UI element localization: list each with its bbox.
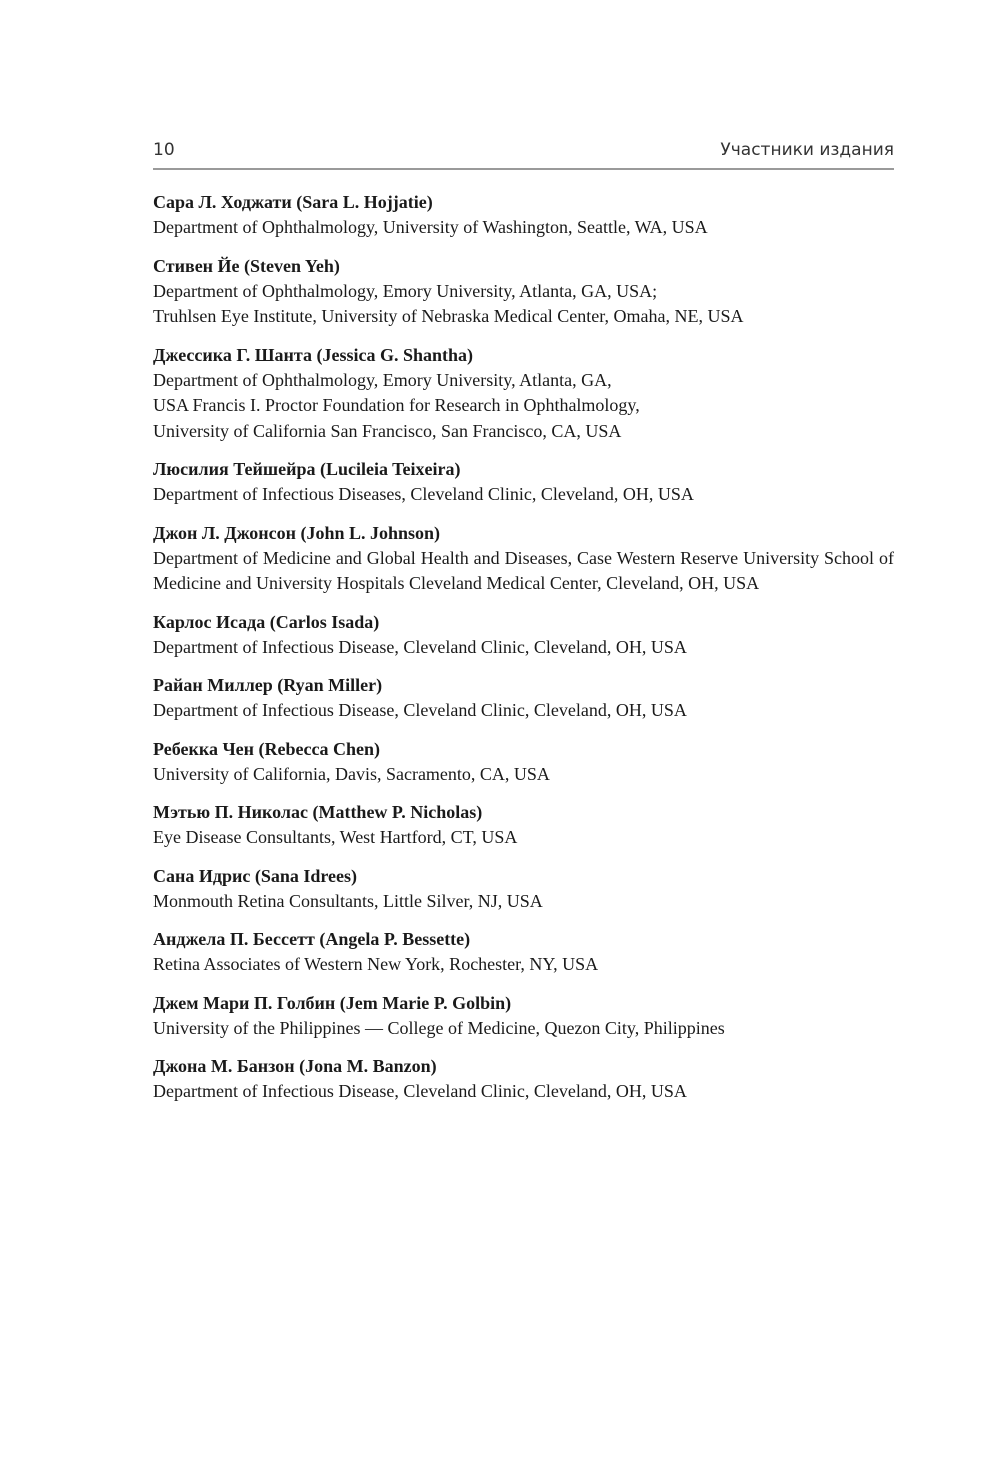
affiliation-line: USA Francis I. Proctor Foundation for Research in Ophthalmology,	[153, 395, 640, 415]
contributor-affiliation	[153, 825, 894, 851]
contributor-entry	[153, 927, 894, 978]
affiliation-line: Eye Disease Consultants, West Hartford, CT, USA	[153, 827, 518, 847]
contributor-name: Анджела П. Бессетт (Angela P. Bessette)	[153, 929, 471, 949]
contributor-affiliation	[153, 546, 894, 597]
contributor-entry	[153, 190, 894, 241]
contributor-entry	[153, 457, 894, 508]
contributor-name: Джон Л. Джонсон (John L. Johnson)	[153, 522, 441, 543]
affiliation-line: Department of Infectious Disease, Cleveland Clinic, Cleveland, OH, USA	[153, 1081, 687, 1101]
contributor-affiliation	[153, 368, 894, 445]
contributor-name: Карлос Исада (Carlos Isada)	[153, 611, 380, 632]
affiliation-line: Truhlsen Eye Institute, University of Nebraska Medical Center, Omaha, NE, USA	[153, 306, 744, 326]
affiliation-line: Monmouth Retina Consultants, Little Silver, NJ, USA	[153, 890, 543, 911]
contributor-entry	[153, 521, 894, 597]
contributor-entry	[153, 737, 894, 788]
contributor-affiliation	[153, 1079, 894, 1105]
affiliation-line: University of California, Davis, Sacramento, CA, USA	[153, 763, 550, 784]
contributor-name: Стивен Йе (Steven Yeh)	[153, 255, 340, 276]
contributor-entry	[153, 610, 894, 661]
contributor-affiliation	[153, 482, 894, 508]
contributor-affiliation	[153, 635, 894, 661]
contributor-entry	[153, 800, 894, 851]
contributors-list	[153, 190, 894, 1118]
affiliation-line: Retina Associates of Western New York, Rochester, NY, USA	[153, 954, 599, 974]
contributor-entry	[153, 864, 894, 915]
contributor-name: Люсилия Тейшейра (Lucileia Teixeira)	[153, 459, 461, 479]
contributor-name: Райан Миллер (Ryan Miller)	[153, 675, 383, 695]
contributor-entry	[153, 673, 894, 724]
affiliation-line: Department of Infectious Disease, Cleveland Clinic, Cleveland, OH, USA	[153, 636, 687, 657]
contributor-affiliation	[153, 1016, 894, 1042]
contributor-name: Ребекка Чен (Rebecca Chen)	[153, 738, 381, 759]
contributor-affiliation	[153, 952, 894, 978]
contributor-affiliation	[153, 215, 894, 241]
contributor-affiliation	[153, 698, 894, 724]
page-number: 10	[153, 140, 175, 160]
contributor-name: Сана Идрис (Sana Idrees)	[153, 865, 358, 886]
contributor-affiliation	[153, 762, 894, 788]
affiliation-line: Department of Ophthalmology, University of Washington, Seattle, WA, USA	[153, 217, 708, 237]
affiliation-line: Department of Ophthalmology, Emory University, Atlanta, GA,	[153, 369, 612, 390]
contributor-affiliation	[153, 889, 894, 915]
contributor-name: Джона М. Банзон (Jona M. Banzon)	[153, 1056, 437, 1076]
contributor-name: Мэтью П. Николас (Matthew P. Nicholas)	[153, 802, 483, 822]
affiliation-line: University of California San Francisco, San Francisco, CA, USA	[153, 420, 622, 441]
contributor-entry	[153, 343, 894, 445]
running-header	[153, 138, 894, 170]
affiliation-line: Department of Infectious Diseases, Cleveland Clinic, Cleveland, OH, USA	[153, 484, 694, 504]
contributor-entry	[153, 991, 894, 1042]
contributor-name: Джем Мари П. Голбин (Jem Marie P. Golbin)	[153, 992, 512, 1013]
affiliation-line: Department of Medicine and Global Health and Diseases, Case Western Reserve University School of Medicine and University Hospitals Cleveland Medical Center, Cleveland, OH, USA	[153, 547, 894, 593]
affiliation-line: Department of Infectious Disease, Cleveland Clinic, Cleveland, OH, USA	[153, 700, 687, 720]
contributor-name: Сара Л. Ходжати (Sara L. Hojjatie)	[153, 192, 433, 212]
affiliation-line: Department of Ophthalmology, Emory University, Atlanta, GA, USA;	[153, 280, 658, 301]
contributor-entry	[153, 1054, 894, 1105]
contributor-name: Джессика Г. Шанта (Jessica G. Shantha)	[153, 344, 473, 365]
running-title: Участники издания	[720, 140, 894, 160]
contributor-affiliation	[153, 279, 894, 330]
contributor-entry	[153, 254, 894, 330]
affiliation-line: University of the Philippines — College of Medicine, Quezon City, Philippines	[153, 1017, 725, 1038]
